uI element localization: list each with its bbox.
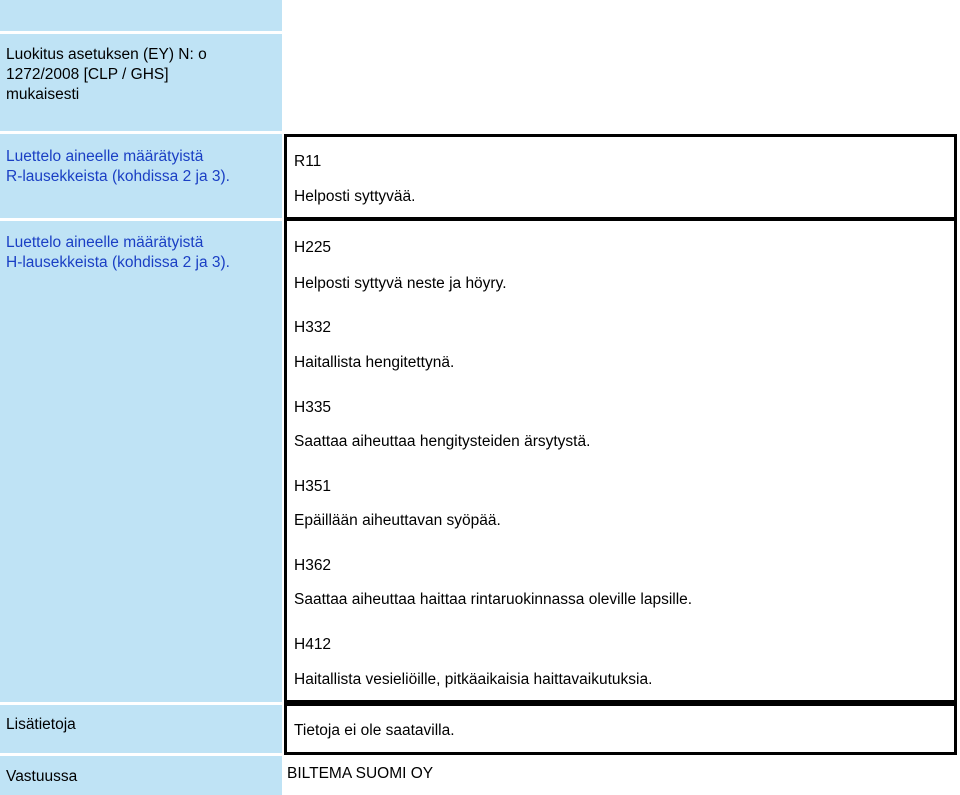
phrase-text: Epäillään aiheuttavan syöpää. — [294, 512, 501, 529]
additional-info-label-cell — [0, 705, 282, 753]
phrase-text: Helposti syttyvä neste ja höyry. — [294, 275, 507, 292]
responsible-value: BILTEMA SUOMI OY — [287, 765, 434, 782]
phrase-code: H362 — [294, 557, 332, 574]
phrase-code: H332 — [294, 319, 332, 336]
additional-info-label: Lisätietoja — [6, 716, 76, 733]
classification-label — [6, 45, 207, 105]
r-phrases-box — [284, 134, 957, 220]
phrase-code: R11 — [294, 153, 322, 170]
classification-label-line: 1272/2008 [CLP / GHS] — [6, 66, 169, 83]
phrase-code: H351 — [294, 478, 332, 495]
r-phrases-label-line: R-lausekkeista (kohdissa 2 ja 3). — [6, 168, 230, 185]
classification-label-line: Luokitus asetuksen (EY) N: o — [6, 46, 207, 63]
classification-label-line: mukaisesti — [6, 86, 80, 103]
top-label-cell — [0, 0, 282, 31]
h-phrases-label-line: H-lausekkeista (kohdissa 2 ja 3). — [6, 254, 230, 271]
phrase-code: H225 — [294, 239, 332, 256]
phrase-text: Haitallista hengitettynä. — [294, 354, 455, 371]
responsible-label-cell — [0, 756, 282, 795]
phrase-code: H335 — [294, 399, 332, 416]
r-phrases-label-line: Luettelo aineelle määrätyistä — [6, 148, 204, 165]
phrase-text: Saattaa aiheuttaa haittaa rintaruokinnassa oleville lapsille. — [294, 591, 693, 608]
r-phrases-label-cell — [0, 134, 282, 218]
phrase-text: Helposti syttyvää. — [294, 188, 416, 205]
r-phrases-label — [6, 147, 230, 187]
h-phrases-label-line: Luettelo aineelle määrätyistä — [6, 234, 204, 251]
phrase-text: Saattaa aiheuttaa hengitysteiden ärsytystä. — [294, 433, 591, 450]
phrase-text: Haitallista vesieliöille, pitkäaikaisia haittavaikutuksia. — [294, 671, 653, 688]
classification-label-cell — [0, 34, 282, 131]
responsible-label: Vastuussa — [6, 768, 78, 785]
phrase-code: H412 — [294, 636, 332, 653]
additional-info-value: Tietoja ei ole saatavilla. — [294, 722, 455, 739]
h-phrases-label-cell — [0, 221, 282, 702]
h-phrases-label — [6, 233, 230, 273]
